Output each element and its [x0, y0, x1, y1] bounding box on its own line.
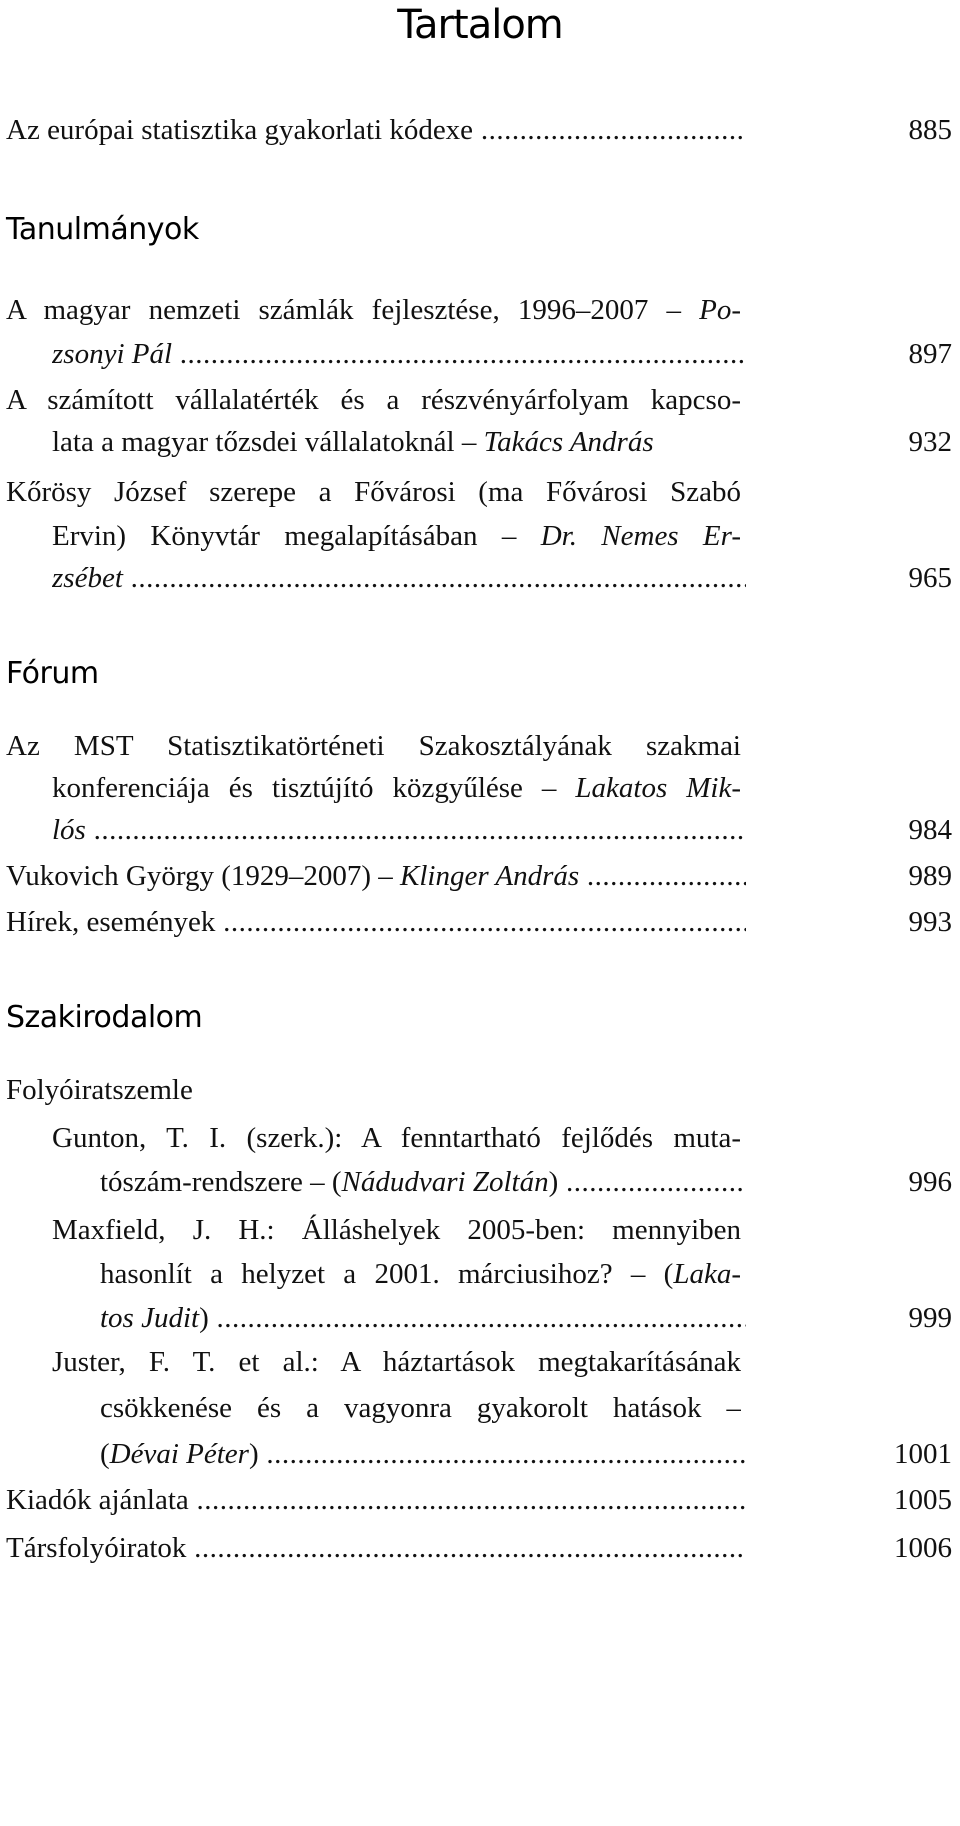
toc-page-number: 965 — [908, 562, 952, 594]
section-heading-tanulmanyok: Tanulmányok — [6, 212, 199, 247]
toc-entry-line: Társfolyóiratok ..... — [6, 1526, 746, 1570]
toc-page-number: 1005 — [894, 1484, 952, 1516]
author-name: lós — [52, 814, 86, 846]
author-name: zsonyi Pál — [52, 338, 173, 370]
author-name: Klinger András — [400, 860, 580, 892]
toc-entry-line: A magyar nemzeti számlák fejlesztése, 1996–2007 – Po- — [6, 294, 741, 326]
toc-entry-line: Kiadók ajánlata ..... — [6, 1478, 746, 1522]
toc-page-number: 999 — [908, 1302, 952, 1334]
author-name: Lakatos Mik- — [575, 772, 741, 804]
toc-page-number: 1006 — [894, 1532, 952, 1564]
author-name: zsébet — [52, 562, 123, 594]
author-name: Dévai Péter — [109, 1438, 249, 1470]
author-name: tos Judit — [100, 1302, 200, 1334]
toc-entry-line: Maxfield, J. H.: Álláshelyek 2005-ben: mennyiben — [52, 1214, 741, 1246]
author-name: Nádudvari Zoltán — [341, 1166, 549, 1198]
toc-page-number: 885 — [908, 114, 952, 146]
toc-page-number: 989 — [908, 860, 952, 892]
toc-entry-line — [52, 808, 746, 852]
author-name: Po- — [699, 294, 741, 326]
toc-page-number: 984 — [908, 814, 952, 846]
toc-entry-line: hasonlít a helyzet a 2001. márciusihoz? – (Laka- — [100, 1258, 741, 1290]
toc-entry-line: csökkenése és a vagyonra gyakorolt hatások – — [100, 1392, 741, 1424]
author-name: Takács András — [483, 426, 654, 458]
toc-entry-line — [52, 556, 746, 600]
toc-entry-line: tószám-rendszere – (Nádudvari Zoltán) ..... — [100, 1160, 746, 1204]
toc-entry-line: Gunton, T. I. (szerk.): A fenntartható fejlődés muta- — [52, 1122, 741, 1154]
toc-entry-line: lata a magyar tőzsdei vállalatoknál – Takács András — [52, 426, 654, 458]
toc-entry-line: (Dévai Péter) ..... — [100, 1432, 746, 1476]
author-name: Dr. Nemes Er- — [540, 520, 741, 552]
toc-page-number: 932 — [908, 426, 952, 458]
toc-entry-line: Kőrösy József szerepe a Fővárosi (ma Fővárosi Szabó — [6, 476, 741, 508]
toc-entry-line: Juster, F. T. et al.: A háztartások megtakarításának — [52, 1346, 741, 1378]
section-heading-szakirodalom: Szakirodalom — [6, 1000, 203, 1035]
toc-page-number: 993 — [908, 906, 952, 938]
toc-page-number: 1001 — [894, 1438, 952, 1470]
toc-entry-line: Ervin) Könyvtár megalapításában – Dr. Nemes Er- — [52, 520, 741, 552]
author-name: Laka- — [673, 1258, 741, 1290]
section-heading-forum: Fórum — [6, 656, 99, 691]
page-title: Tartalom — [397, 2, 563, 48]
toc-page-number: 897 — [908, 338, 952, 370]
toc-entry-line: konferenciája és tisztújító közgyűlése – Lakatos Mik- — [52, 772, 741, 804]
toc-entry-line: Az MST Statisztikatörténeti Szakosztályának szakmai — [6, 730, 741, 762]
toc-entry-line — [52, 332, 746, 376]
toc-entry-line: tos Judit) ..... — [100, 1296, 746, 1340]
subsection-heading: Folyóiratszemle — [6, 1074, 193, 1106]
toc-entry-line: Hírek, események ..... — [6, 900, 746, 944]
toc-entry-line: Vukovich György (1929–2007) – Klinger András ..... — [6, 854, 746, 898]
toc-entry-text: Az európai statisztika gyakorlati kódexe ..... — [6, 108, 746, 152]
toc-entry-line: A számított vállalatérték és a részvényárfolyam kapcso- — [6, 384, 741, 416]
toc-page-number: 996 — [908, 1166, 952, 1198]
